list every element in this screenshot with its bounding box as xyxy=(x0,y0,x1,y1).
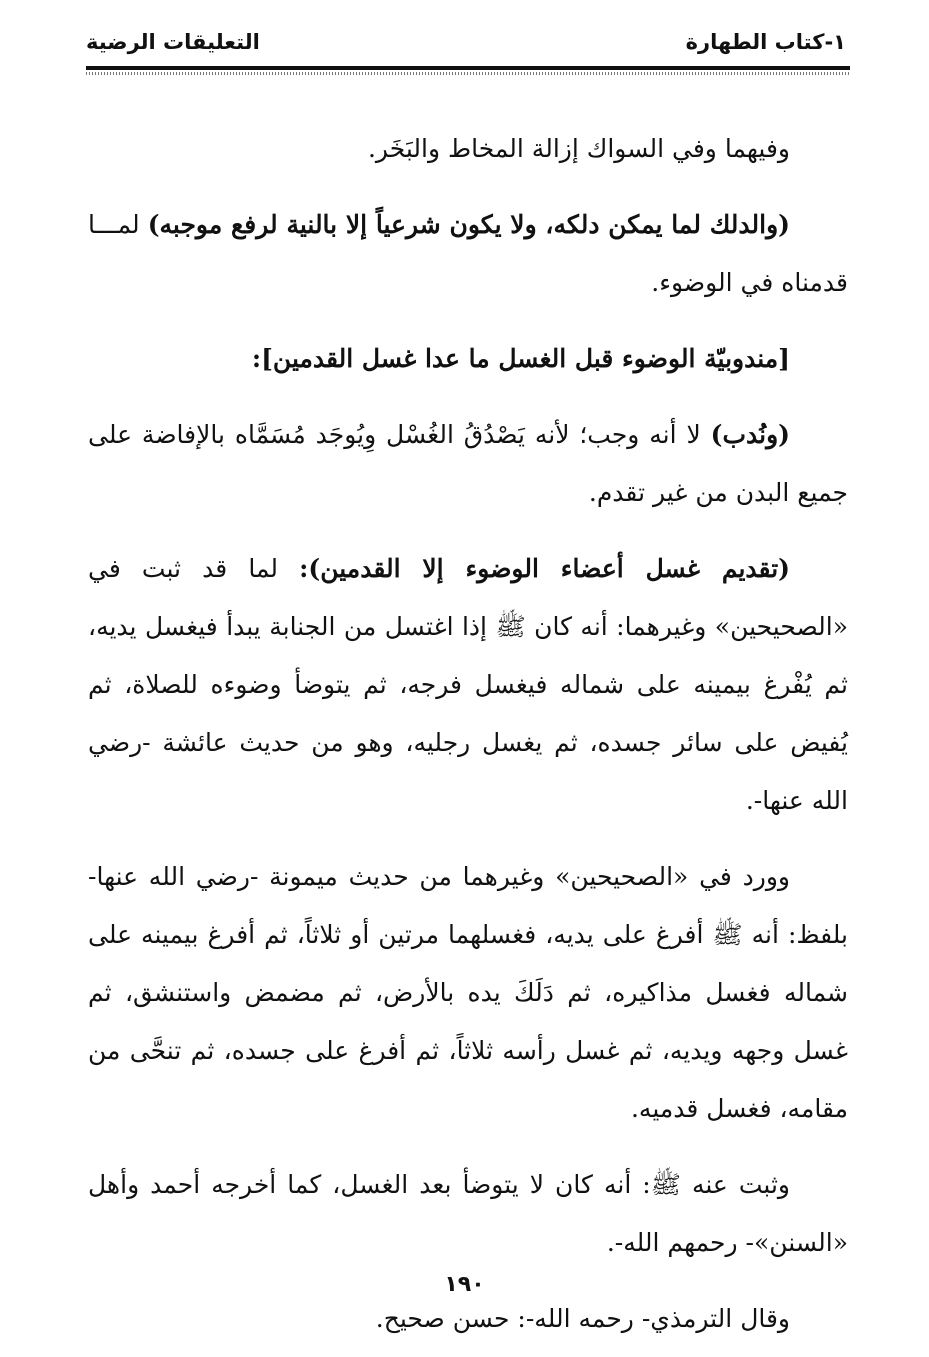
paragraph-lead: (ونُدب) xyxy=(710,420,790,449)
paragraph-text: وثبت عنه ﷺ: أنه كان لا يتوضأ بعد الغسل، كما أخرجه أحمد وأهل «السنن»- رحمهم الله-. xyxy=(88,1170,848,1257)
paragraph-4 xyxy=(88,540,848,830)
paragraph-text: وفيهما وفي السواك إزالة المخاط والبَخَر. xyxy=(367,134,790,163)
header-rule-dotted xyxy=(86,72,850,75)
paragraph-2 xyxy=(88,196,848,312)
paragraph-6 xyxy=(88,1156,848,1272)
page-body xyxy=(88,120,848,1348)
header-rule xyxy=(86,66,850,70)
paragraph-text: لا أنه وجب؛ لأنه يَصْدُقُ الغُسْل وِيُوجَد مُسَمَّاه بالإفاضة على جميع البدن من غير تقدم. xyxy=(88,420,848,507)
chapter-title: ١-كتاب الطهارة xyxy=(685,30,846,54)
paragraph-3 xyxy=(88,406,848,522)
running-header xyxy=(86,28,846,68)
paragraph-text: وقال الترمذي- رحمه الله-: حسن صحيح. xyxy=(375,1304,790,1333)
page-number: ١٩٠ xyxy=(444,1272,485,1297)
paragraph-text: لما قد ثبت في «الصحيحين» وغيرهما: أنه كان ﷺ إذا اغتسل من الجنابة يبدأ فيغسل يديه، ثم يُفْرغ بيمينه على شماله فيغسل فرجه، ثم يتوضأ وضوءه للصلاة، ثم يُفيض على سائر جسده، ثم يغسل رجليه، وهو من حديث عائشة -رضي الله عنها-. xyxy=(88,554,848,815)
paragraph-text: لمـــا قدمناه في الوضوء. xyxy=(88,210,848,297)
paragraph-lead: [مندوبيّة الوضوء قبل الغسل ما عدا غسل القدمين]: xyxy=(251,344,790,373)
paragraph-lead: (والدلك لما يمكن دلكه، ولا يكون شرعياً إلا بالنية لرفع موجبه) xyxy=(147,210,790,239)
section-heading xyxy=(88,330,848,388)
book-title: التعليقات الرضية xyxy=(86,30,260,54)
paragraph-lead: (تقديم غسل أعضاء الوضوء إلا القدمين): xyxy=(299,554,790,583)
paragraph-1 xyxy=(88,120,848,178)
paragraph-7 xyxy=(88,1290,848,1348)
paragraph-text: وورد في «الصحيحين» وغيرهما من حديث ميمونة -رضي الله عنها- بلفظ: أنه ﷺ أفرغ على يديه، فغسلهما مرتين أو ثلاثاً، ثم أفرغ بيمينه على شماله فغسل مذاكيره، ثم دَلَكَ يده بالأرض، ثم مضمض واستنشق، ثم غسل وجهه ويديه، ثم غسل رأسه ثلاثاً، ثم أفرغ على جسده، ثم تنحَّى من مقامه، فغسل قدميه. xyxy=(88,862,848,1123)
paragraph-5 xyxy=(88,848,848,1138)
